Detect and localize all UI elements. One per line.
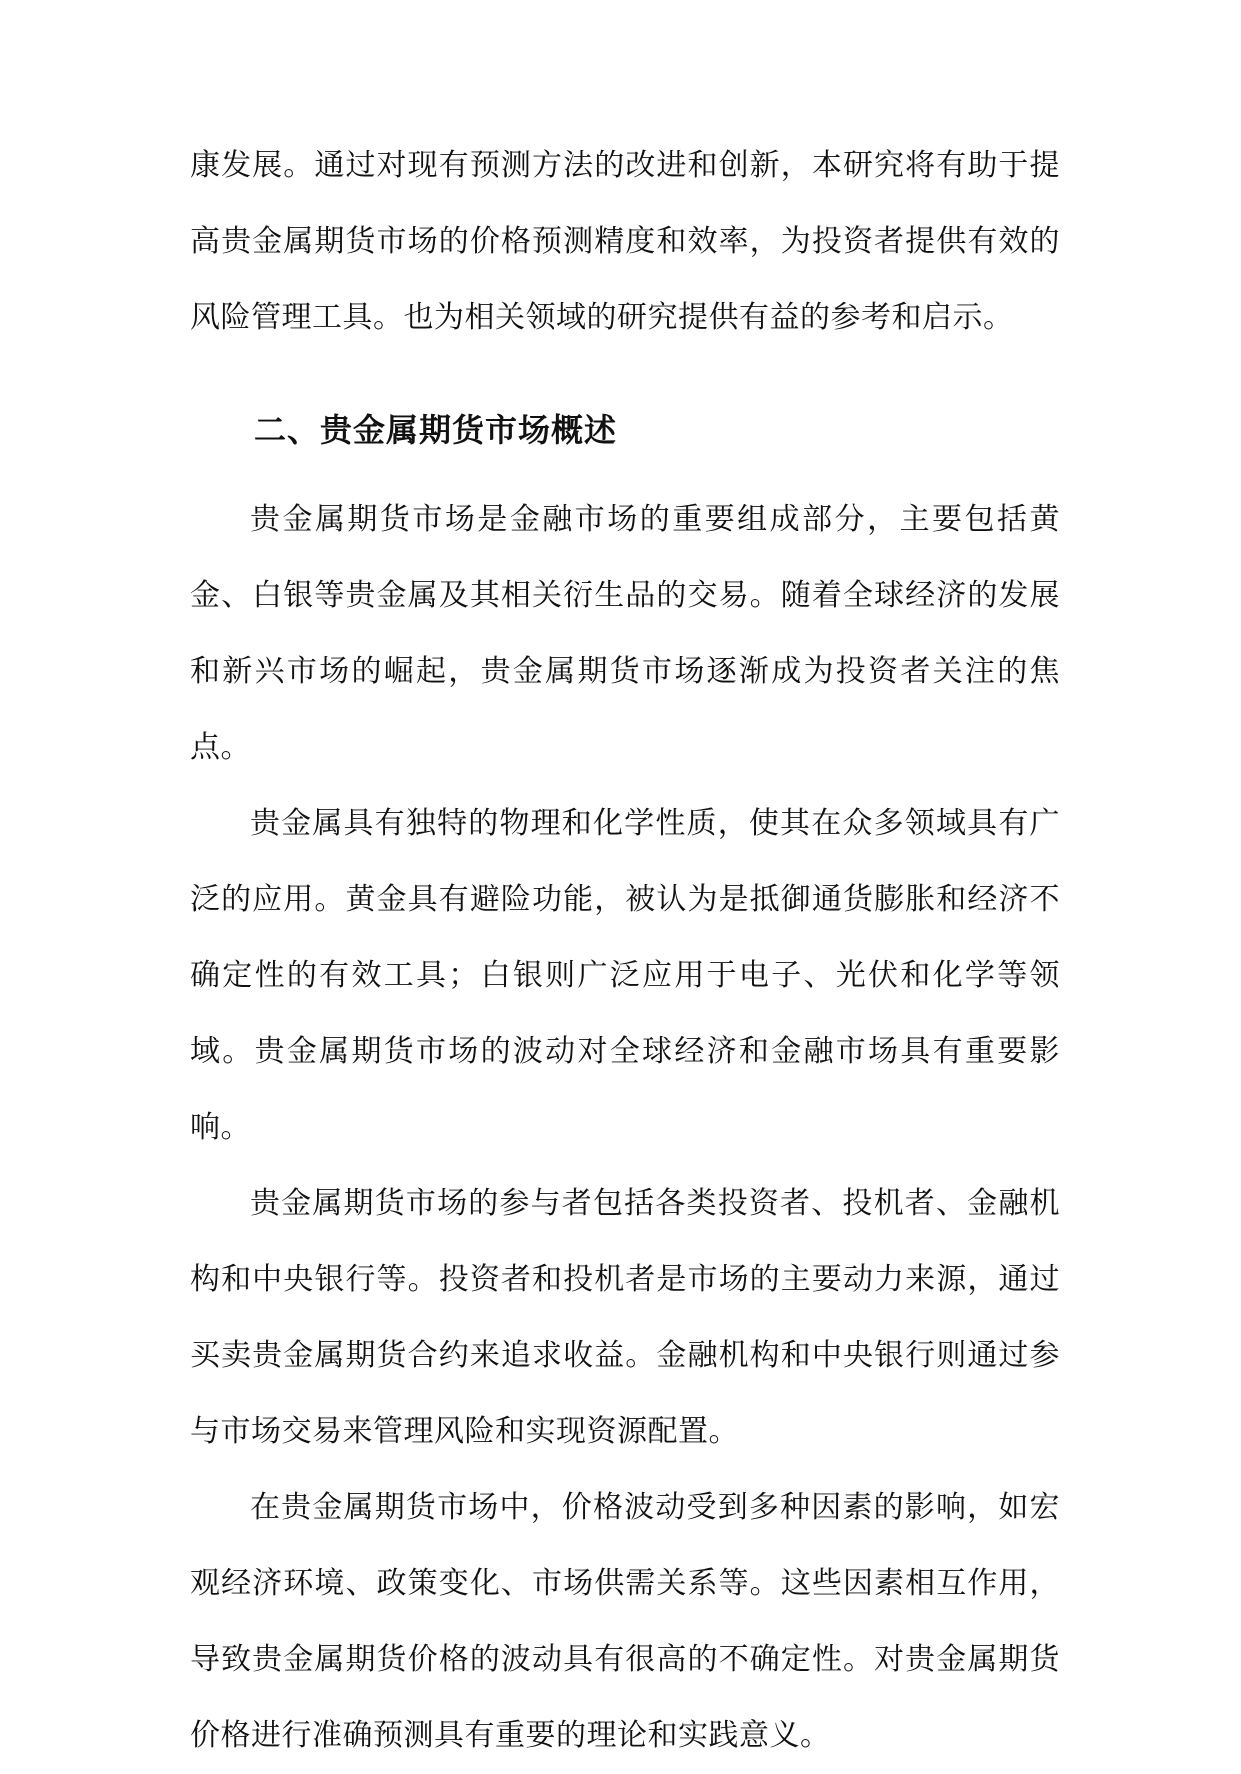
body-paragraph-3: 贵金属期货市场的参与者包括各类投资者、投机者、金融机构和中央银行等。投资者和投机者是市场的主要动力来源，通过买卖贵金属期货合约来追求收益。金融机构和中央银行则通过参与市场交易来管理风险和实现资源配置。 bbox=[190, 1186, 1060, 1449]
body-paragraph-2: 贵金属具有独特的物理和化学性质，使其在众多领域具有广泛的应用。黄金具有避险功能，被认为是抵御通货膨胀和经济不确定性的有效工具；白银则广泛应用于电子、光伏和化学等领域。贵金属期货市场的波动对全球经济和金融市场具有重要影响。 bbox=[190, 806, 1060, 1145]
continued-paragraph: 康发展。通过对现有预测方法的改进和创新，本研究将有助于提高贵金属期货市场的价格预测精度和效率，为投资者提供有效的风险管理工具。也为相关领域的研究提供有益的参考和启示。 bbox=[190, 148, 1060, 335]
page-content bbox=[190, 128, 1060, 1774]
body-paragraph-4: 在贵金属期货市场中，价格波动受到多种因素的影响，如宏观经济环境、政策变化、市场供需关系等。这些因素相互作用，导致贵金属期货价格的波动具有很高的不确定性。对贵金属期货价格进行准确预测具有重要的理论和实践意义。 bbox=[190, 1490, 1060, 1753]
body-paragraph-1: 贵金属期货市场是金融市场的重要组成部分，主要包括黄金、白银等贵金属及其相关衍生品的交易。随着全球经济的发展和新兴市场的崛起，贵金属期货市场逐渐成为投资者关注的焦点。 bbox=[190, 502, 1060, 765]
section-heading: 二、贵金属期货市场概述 bbox=[254, 411, 618, 449]
